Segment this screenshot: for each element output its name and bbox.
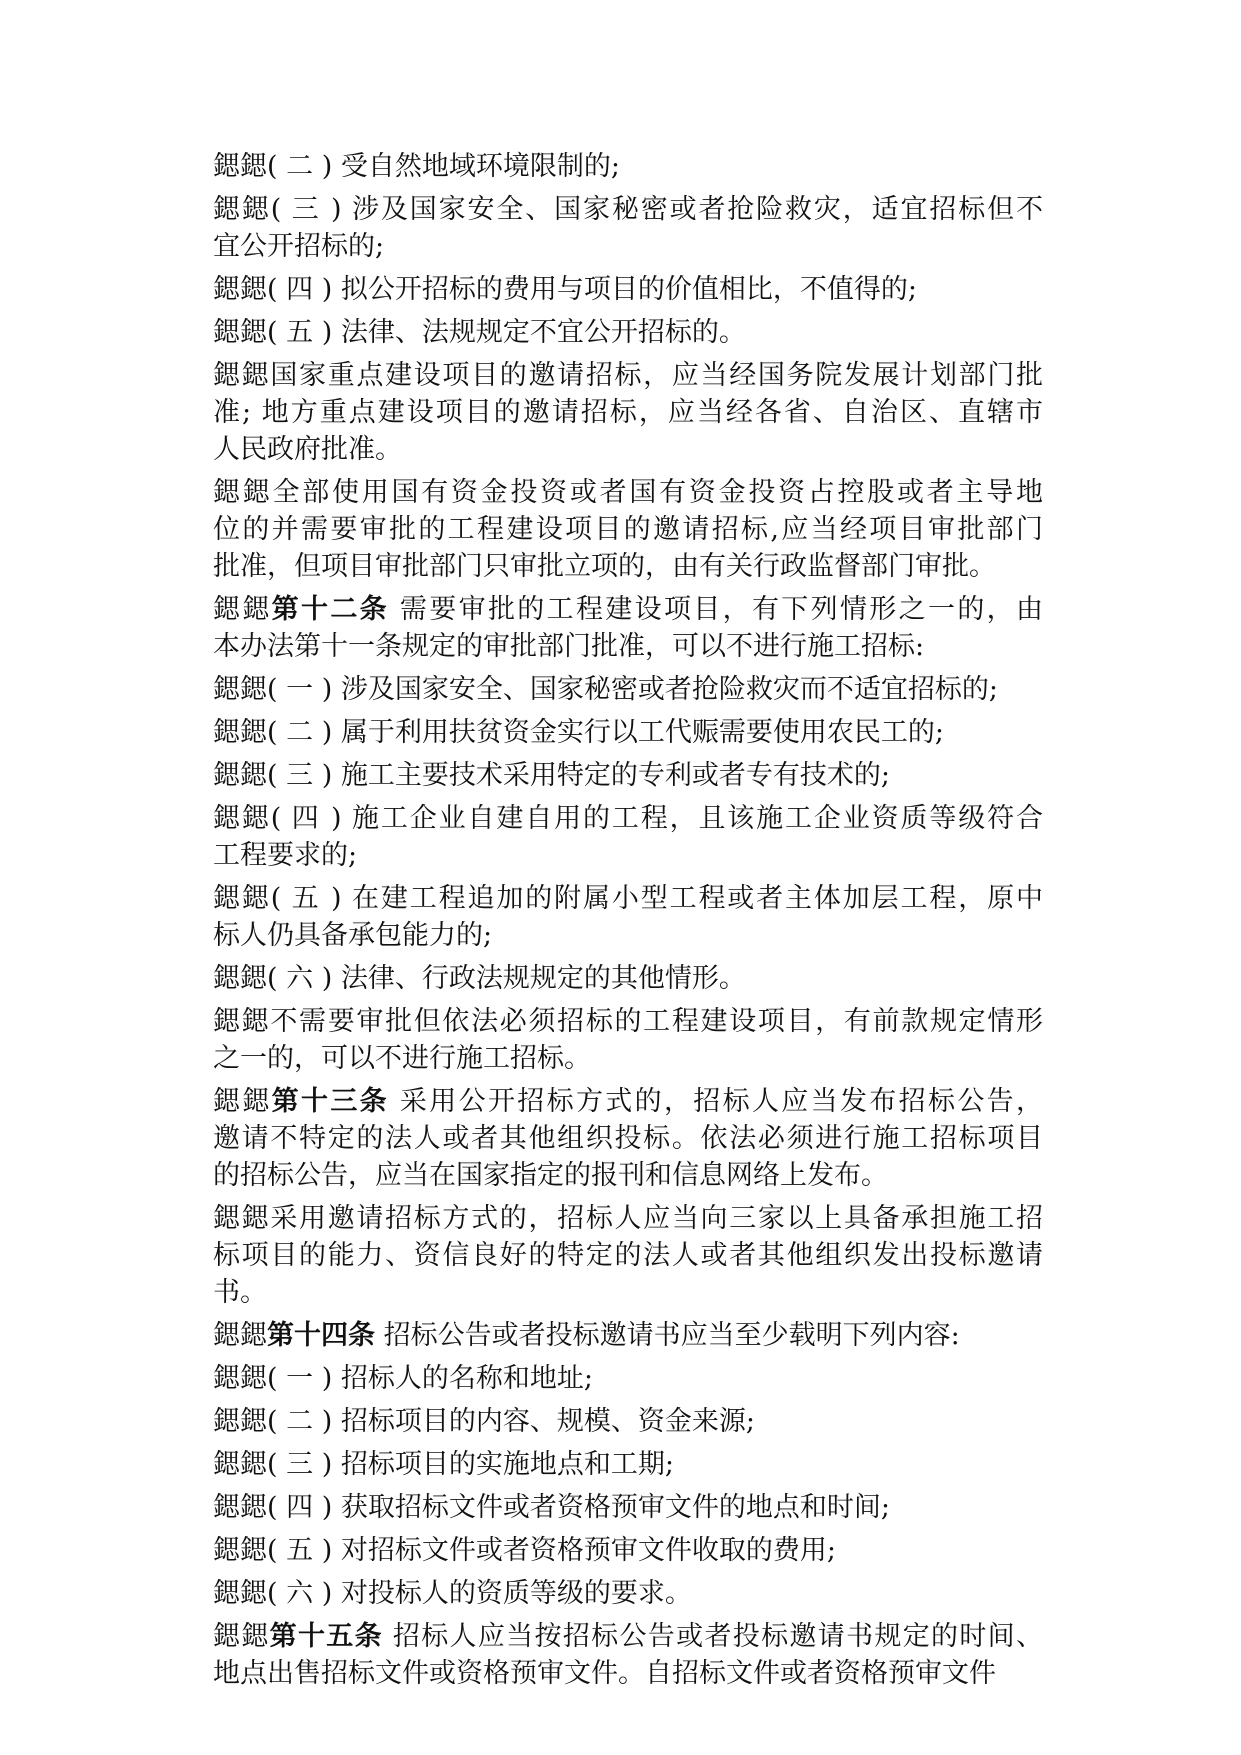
text-line: 鍶鍶第十三条 采用公开招标方式的，招标人应当发布招标公告， [213, 1086, 1043, 1117]
paragraph [213, 1317, 1043, 1354]
text-line: 标项目的能力、资信良好的特定的法人或者其他组织发出投标邀请 [213, 1240, 1043, 1271]
paragraph [213, 880, 1043, 954]
text-line: 的招标公告，应当在国家指定的报刊和信息网络上发布。 [213, 1160, 888, 1191]
text-line: 工程要求的; [213, 840, 358, 871]
text-line: 鍶鍶国家重点建设项目的邀请招标，应当经国务院发展计划部门批 [213, 360, 1043, 391]
paragraph [213, 1403, 1043, 1440]
text-line: 鍶鍶( 五 ) 对招标文件或者资格预审文件收取的费用; [213, 1535, 836, 1566]
text-line: 本办法第十一条规定的审批部门批准，可以不进行施工招标: [213, 631, 925, 662]
paragraph [213, 1575, 1043, 1612]
article-heading: 第十三条 [271, 1086, 390, 1117]
paragraph [213, 671, 1043, 708]
text-line: 鍶鍶第十四条 招标公告或者投标邀请书应当至少载明下列内容: [213, 1320, 960, 1351]
paragraph [213, 800, 1043, 874]
paragraph [213, 1446, 1043, 1483]
text-line: 鍶鍶( 四 ) 施工企业自建自用的工程，且该施工企业资质等级符合 [213, 803, 1043, 834]
text-line: 位的并需要审批的工程建设项目的邀请招标,应当经项目审批部门 [213, 514, 1043, 545]
paragraph [213, 960, 1043, 997]
text-line: 鍶鍶( 四 ) 获取招标文件或者资格预审文件的地点和时间; [213, 1492, 890, 1523]
article-heading: 第十五条 [269, 1621, 383, 1652]
text-line: 邀请不特定的法人或者其他组织投标。依法必须进行施工招标项目 [213, 1123, 1043, 1154]
text-line: 鍶鍶( 五 ) 法律、法规规定不宜公开招标的。 [213, 317, 746, 348]
text-line: 鍶鍶( 六 ) 法律、行政法规规定的其他情形。 [213, 963, 746, 994]
paragraph [213, 757, 1043, 794]
text-line: 宜公开招标的; [213, 231, 385, 262]
text-line: 鍶鍶( 三 ) 招标项目的实施地点和工期; [213, 1449, 674, 1480]
text-line: 鍶鍶第十五条 招标人应当按招标公告或者投标邀请书规定的时间、 [213, 1621, 1043, 1652]
paragraph [213, 148, 1043, 185]
text-line: 批准，但项目审批部门只审批立项的，由有关行政监督部门审批。 [213, 551, 996, 582]
text-line: 鍶鍶第十二条 需要审批的工程建设项目，有下列情形之一的，由 [213, 594, 1043, 625]
paragraph [213, 1618, 1043, 1692]
paragraph [213, 1003, 1043, 1077]
text-line: 鍶鍶( 一 ) 招标人的名称和地址; [213, 1363, 593, 1394]
text-line: 鍶鍶( 四 ) 拟公开招标的费用与项目的价值相比，不值得的; [213, 274, 917, 305]
paragraph [213, 714, 1043, 751]
text-line: 书。 [213, 1277, 267, 1308]
text-line: 标人仍具备承包能力的; [213, 920, 493, 951]
paragraph [213, 474, 1043, 585]
text-line: 鍶鍶( 二 ) 招标项目的内容、规模、资金来源; [213, 1406, 755, 1437]
paragraph [213, 1532, 1043, 1569]
text-line: 之一的，可以不进行施工招标。 [213, 1043, 591, 1074]
text-line: 人民政府批准。 [213, 434, 402, 465]
text-line: 鍶鍶( 二 ) 受自然地域环境限制的; [213, 151, 620, 182]
paragraph [213, 1200, 1043, 1311]
document-body [213, 148, 1043, 1692]
text-line: 鍶鍶( 三 ) 施工主要技术采用特定的专利或者专有技术的; [213, 760, 890, 791]
text-line: 鍶鍶( 三 ) 涉及国家安全、国家秘密或者抢险救灾，适宜招标但不 [213, 194, 1043, 225]
paragraph [213, 314, 1043, 351]
article-heading: 第十四条 [267, 1320, 375, 1351]
text-line: 鍶鍶采用邀请招标方式的，招标人应当向三家以上具备承担施工招 [213, 1203, 1043, 1234]
text-line: 鍶鍶( 一 ) 涉及国家安全、国家秘密或者抢险救灾而不适宜招标的; [213, 674, 998, 705]
text-line: 鍶鍶( 六 ) 对投标人的资质等级的要求。 [213, 1578, 692, 1609]
text-line: 鍶鍶全部使用国有资金投资或者国有资金投资占控股或者主导地 [213, 477, 1043, 508]
paragraph [213, 1360, 1043, 1397]
paragraph [213, 1489, 1043, 1526]
article-heading: 第十二条 [271, 594, 390, 625]
paragraph [213, 271, 1043, 308]
text-line: 地点出售招标文件或资格预审文件。自招标文件或者资格预审文件 [213, 1658, 996, 1689]
paragraph [213, 1083, 1043, 1194]
text-line: 鍶鍶不需要审批但依法必须招标的工程建设项目，有前款规定情形 [213, 1006, 1043, 1037]
text-line: 鍶鍶( 二 ) 属于利用扶贫资金实行以工代赈需要使用农民工的; [213, 717, 944, 748]
paragraph [213, 357, 1043, 468]
text-line: 准; 地方重点建设项目的邀请招标，应当经各省、自治区、直辖市 [213, 397, 1043, 428]
text-line: 鍶鍶( 五 ) 在建工程追加的附属小型工程或者主体加层工程，原中 [213, 883, 1043, 914]
paragraph [213, 591, 1043, 665]
paragraph [213, 191, 1043, 265]
